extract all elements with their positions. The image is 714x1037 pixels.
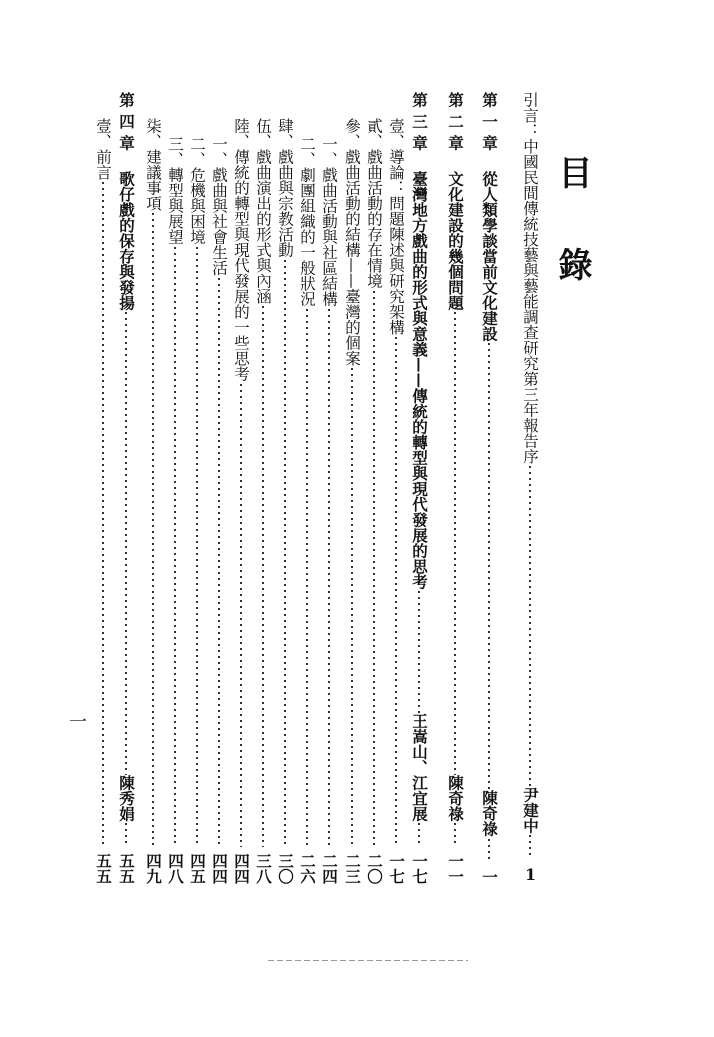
dot-leader <box>448 310 462 775</box>
dot-leader <box>168 245 182 848</box>
toc-entry-page: 二四 <box>320 853 339 884</box>
toc-entry <box>408 92 430 884</box>
dot-leader <box>322 307 336 848</box>
toc-entry-page: 一七 <box>410 853 429 884</box>
dot-leader <box>412 589 426 713</box>
toc-entry-page: 1 <box>521 865 540 884</box>
toc-entry-title: 壹、前言 <box>94 118 112 180</box>
dot-leader <box>482 837 496 863</box>
toc-entry-title: 伍、戲曲演出的形式與內涵 <box>254 118 272 304</box>
toc-entry <box>230 118 252 884</box>
toc-entry-title: 一、戲曲活動與社區結構 <box>320 136 338 307</box>
toc-entry <box>296 136 318 884</box>
toc-entry-page: 三〇 <box>276 853 295 884</box>
dot-leader <box>256 304 270 847</box>
toc-entry-page: 三八 <box>254 853 273 884</box>
toc-entry <box>478 92 500 884</box>
dot-leader <box>412 821 426 847</box>
toc-entry <box>385 118 407 884</box>
toc-entry-title: 肆、戲曲與宗教活動 <box>276 118 294 258</box>
toc-entry <box>186 136 208 884</box>
toc-entry-author: 陳奇祿 <box>480 790 499 837</box>
dot-leader <box>482 341 496 790</box>
toc-heading: 目錄 <box>552 155 592 339</box>
toc-entry-page: 四九 <box>144 853 163 884</box>
toc-entry <box>142 118 164 884</box>
toc-entry-title: 臺灣地方戲曲的形式與意義——傳統的轉型與現代發展的思考 <box>410 170 429 589</box>
toc-entry-page: 一 <box>480 868 499 884</box>
toc-entry-page: 五五 <box>94 853 113 884</box>
toc-entry-page: 二〇 <box>365 853 384 884</box>
toc-entry <box>363 118 385 884</box>
toc-entry <box>164 136 186 884</box>
page-number: 一 <box>66 712 87 730</box>
toc-entry-page: 四五 <box>188 853 207 884</box>
dot-leader <box>389 335 403 847</box>
toc-entry <box>519 92 541 884</box>
dot-leader <box>119 310 133 775</box>
toc-entry-title: 二、危機與困境 <box>188 136 206 245</box>
toc-entry-page: 一七 <box>387 853 406 884</box>
toc-entry-title: 柒、建議事項 <box>144 118 162 211</box>
toc-entry-title: 引言：中國民間傳統技藝與藝能調查研究第三年報告序 <box>521 92 539 464</box>
toc-entry-title: 貳、戲曲活動的存在情境 <box>365 118 383 289</box>
toc-entry-title: 參、戲曲活動的結構——臺灣的個案 <box>343 118 361 366</box>
toc-entry-author: 尹建中 <box>521 786 540 833</box>
toc-entry-title: 二、劇團組織的一般狀況 <box>298 136 316 307</box>
toc-entry <box>444 92 466 884</box>
dot-leader <box>212 276 226 848</box>
toc-entry <box>92 118 114 884</box>
toc-chapter-number: 第四章 <box>117 92 136 157</box>
dot-leader <box>300 307 314 848</box>
toc-entry-author: 陳奇祿 <box>446 774 465 821</box>
toc-entry-page: 二三 <box>343 853 362 884</box>
dot-leader <box>278 258 292 848</box>
dot-leader <box>190 245 204 848</box>
dot-leader <box>523 464 537 787</box>
toc-entry-title: 壹、導論：問題陳述與研究架構 <box>387 118 405 335</box>
toc-entry-title: 一、戲曲與社會生活 <box>210 136 228 276</box>
dot-leader <box>119 821 133 847</box>
dot-leader <box>367 289 381 848</box>
dot-leader <box>448 821 462 847</box>
toc-entry-title: 從人類學談當前文化建設 <box>480 170 499 341</box>
scan-artifact-line <box>268 960 468 961</box>
toc-entry <box>318 136 340 884</box>
dot-leader <box>96 180 110 847</box>
toc-entry <box>208 136 230 884</box>
toc-entry-title: 三、轉型與展望 <box>166 136 184 245</box>
toc-entry-title: 陸、傳統的轉型與現代發展的一些思考 <box>232 118 250 382</box>
toc-entry-title: 文化建設的幾個問題 <box>446 170 465 310</box>
dot-leader <box>146 211 160 847</box>
toc-entry-page: 一一 <box>446 853 465 884</box>
toc-entry-page: 四四 <box>232 853 251 884</box>
toc-chapter-number: 第一章 <box>480 92 499 157</box>
toc-entry-page: 二六 <box>298 853 317 884</box>
toc-entry-title: 歌仔戲的保存與發揚 <box>117 170 136 310</box>
dot-leader <box>523 833 537 859</box>
toc-entry-page: 四八 <box>166 853 185 884</box>
toc-chapter-number: 第三章 <box>410 92 429 157</box>
toc-entry <box>115 92 137 884</box>
toc-entry-page: 五五 <box>117 853 136 884</box>
toc-entry <box>341 118 363 884</box>
dot-leader <box>345 366 359 847</box>
toc-entry <box>274 118 296 884</box>
toc-chapter-number: 第二章 <box>446 92 465 157</box>
toc-entry-author: 陳秀娟 <box>117 774 136 821</box>
toc-entry-author: 王嵩山、江宜展 <box>410 712 429 821</box>
dot-leader <box>234 382 248 848</box>
toc-entry <box>252 118 274 884</box>
toc-entry-page: 四四 <box>210 853 229 884</box>
